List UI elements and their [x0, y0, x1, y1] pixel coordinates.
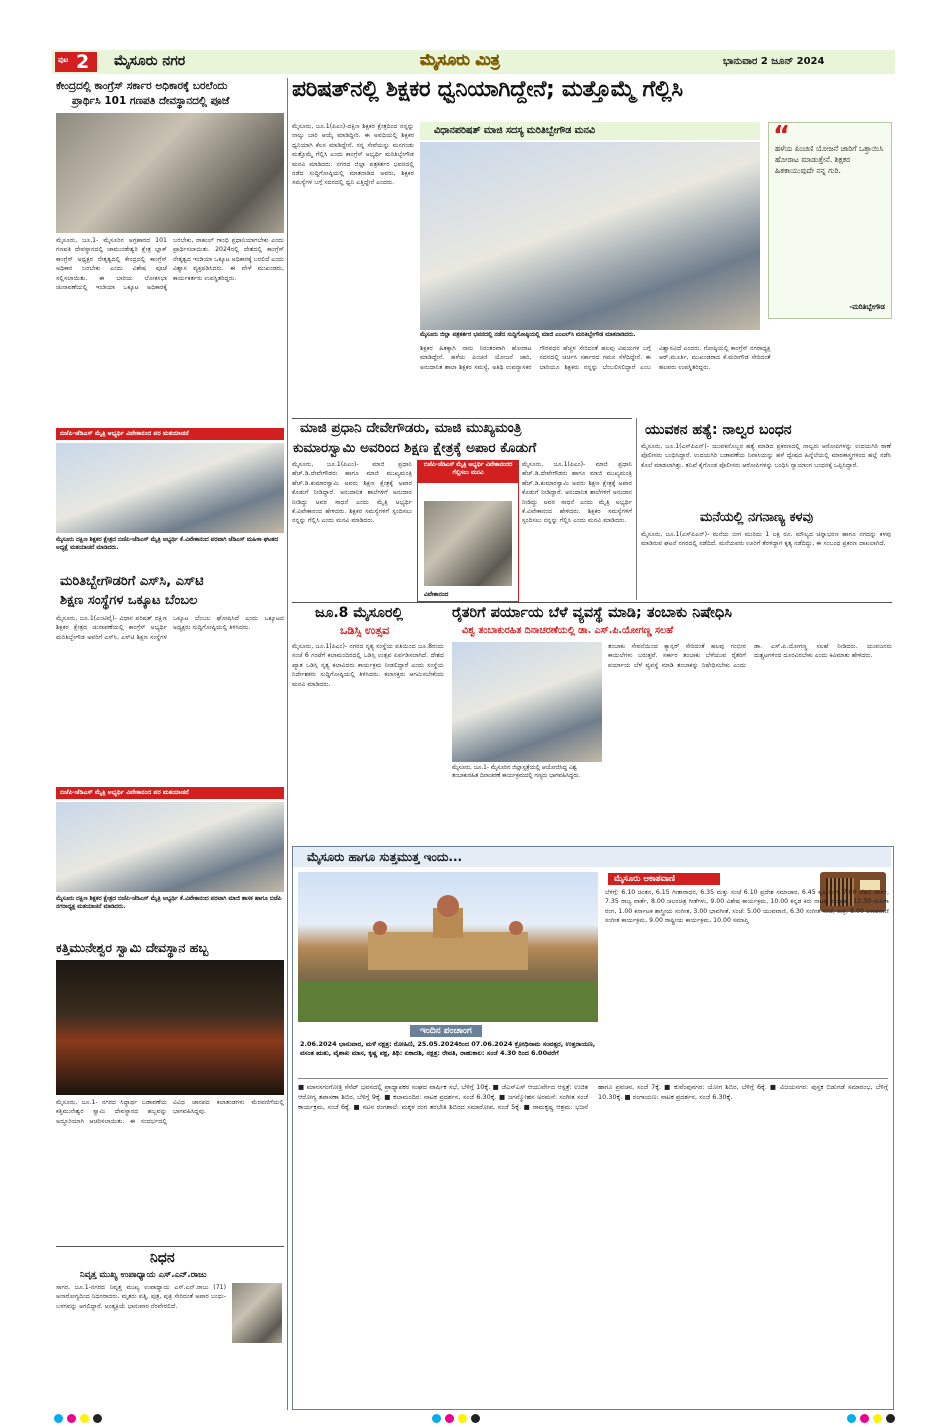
lead-subhead-band: [420, 122, 760, 140]
page-number: 2: [76, 51, 90, 73]
story2-banner: ಬಿಜೆಪಿ-ಜೆಡಿಎಸ್ ಮೈತ್ರಿ ಅಭ್ಯರ್ಥಿ ವಿವೇಕಾನಂದ ಪರ ಮತಯಾಚನೆ: [56, 428, 284, 440]
row-divider: [292, 418, 632, 419]
obituary-body: ಸಾಗರ, ಜೂ.1-ನಗರದ ನಿವೃತ್ತ ಮುಖ್ಯ ಉಪಾಧ್ಯಾಯ ಎಸ್.ಎನ್.ರಾಜು (71) ಅನಾರೋಗ್ಯದಿಂದ ನಿಧನರಾದರು. ಮೃತರು ಪತ್ನಿ, ಪುತ್ರ, ಪುತ್ರಿ ಸೇರಿದಂತೆ ಅಪಾರ ಬಂಧು-ಬಳಗವನ್ನು ಅಗಲಿದ್ದಾರೆ. ಅಂತ್ಯಕ್ರಿಯೆ ಭಾನುವಾರ ನೆರವೇರಲಿದೆ.: [56, 1284, 226, 1310]
story6-headline-line2: ಕುಮಾರಸ್ವಾಮಿ ಅವರಿಂದ ಶಿಕ್ಷಣ ಕ್ಷೇತ್ರಕ್ಕೆ ಅಪಾರ ಕೊಡುಗೆ: [293, 440, 537, 456]
story2-photo: [56, 443, 284, 533]
mysore-palace-photo: [298, 872, 598, 1022]
cyan-dot: [847, 1414, 856, 1423]
story10-subhead: ವಿಶ್ವ ತಂಬಾಕುರಹಿತ ದಿನಾಚರಣೆಯಲ್ಲಿ ಡಾ. ಎಸ್.ಪಿ.ಯೋಗಣ್ಣ ಸಲಹೆ: [462, 625, 674, 636]
story5-headline: ಕತ್ತಿಮುನೇಶ್ವರ ಸ್ವಾಮಿ ದೇವಸ್ಥಾನ ಹಬ್ಬ: [56, 940, 209, 955]
page-label: ಪುಟ: [58, 56, 69, 64]
events-divider: [298, 1078, 888, 1079]
obituary-title: ನಿವೃತ್ತ ಮುಖ್ಯ ಉಪಾಧ್ಯಾಯ ಎಸ್.ಎನ್.ರಾಜು: [80, 1270, 207, 1280]
story1-photo: [56, 113, 284, 233]
lead-photo: [420, 142, 760, 330]
story6-box: [417, 460, 519, 602]
radio-text: ಬೆಳಿಗ್ಗೆ: 6.10 ಚಿಂತನ, 6.15 ಗೀತಾರಾಧನ, 6.35 ಮತ್ತು ಸಂಜೆ 6.10 ಪ್ರದೇಶ ಸಮಾಚಾರ, 6.45 ಕೃಷಿ ರಂಗ, 7.00 ದೆಹಲಿ ವಾರ್ತೆ, 7.35 ರಾಜ್ಯ ವಾರ್ತೆ, 8.00 ಚಲನಚಿತ್ರ ಗೀತೆಗಳು, 9.00 ವಿಶೇಷ ಕಾರ್ಯಕ್ರಮ, 10.00 ಕನ್ನಡ ಕಿರು ನಾಟಕ, ಮಧ್ಯಾಹ್ನ: 12.30 ಮಹಿಳಾ ರಂಗ, 1.00 ಕರ್ನಾಟಕ ಶಾಸ್ತ್ರೀಯ ಸಂಗೀತ, 3.00 ಭಾವಗೀತೆ, ಸಂಜೆ: 5.00 ಯುವವಾಣಿ, 6.30 ಸಂಗೀತ ಸಂಜೆ, ರಾತ್ರಿ: 8.00 ಆಕಾಶವಾಣಿ ಸಂಗೀತ ಕಾರ್ಯಕ್ರಮ, 9.00 ರಾಷ್ಟ್ರೀಯ ಕಾರ್ಯಕ್ರಮ, 10.00 ಸಮಾಪ್ತಿ: [605, 889, 889, 925]
panchanga-text: 2.06.2024 ಭಾನುವಾರ, ಮಳೆ ನಕ್ಷತ್ರ: ರೋಹಿಣಿ, 25.05.2024ರಿಂದ 07.06.2024 ಕ್ರೋಧಿನಾಮ ಸಂವತ್ಸರ, ಉತ್ತರಾಯಣ, ವಸಂತ ಋತು, ವೈಶಾಖ ಮಾಸ, ಕೃಷ್ಣ ಪಕ್ಷ, ತಿಥಿ: ಏಕಾದಶಿ, ನಕ್ಷತ್ರ: ರೇವತಿ, ರಾಹುಕಾಲ: ಸಂಜೆ 4.30 ರಿಂದ 6.00ವರೆಗೆ: [300, 1040, 596, 1057]
yellow-dot: [80, 1414, 89, 1423]
section-title: ಮೈಸೂರು ನಗರ: [114, 53, 186, 69]
story5-photo: [56, 960, 284, 1095]
row-divider-2: [292, 602, 892, 603]
column-rule-right: [636, 418, 637, 600]
story10-photo: [452, 642, 602, 762]
story7-headline: ಯುವಕನ ಹತ್ಯೆ: ನಾಲ್ವರ ಬಂಧನ: [645, 422, 792, 438]
cyan-dot: [432, 1414, 441, 1423]
black-dot: [471, 1414, 480, 1423]
magenta-dot: [860, 1414, 869, 1423]
today-title: ಮೈಸೂರು ಹಾಗೂ ಸುತ್ತಮುತ್ತ ಇಂದು...: [307, 850, 463, 864]
story9-body: ಮೈಸೂರು, ಜೂ.1(ಪಿಎಂ)- ನಗರದ ನೃತ್ಯ ಸಂಸ್ಥೆಯ ವತಿಯಿಂದ ಜೂ.8ರಂದು ಸಂಜೆ 6 ಗಂಟೆಗೆ ಕಲಾಮಂದಿರದಲ್ಲಿ ಒಡಿಸ್ಸಿ ಉತ್ಸವ ಏರ್ಪಡಿಸಲಾಗಿದೆ. ದೇಶದ ಖ್ಯಾತ ಒಡಿಸ್ಸಿ ನೃತ್ಯ ಕಲಾವಿದರು ಕಾರ್ಯಕ್ರಮ ನೀಡಲಿದ್ದಾರೆ ಎಂದು ಸಂಸ್ಥೆಯ ನಿರ್ದೇಶಕರು ಸುದ್ದಿಗೋಷ್ಠಿಯಲ್ಲಿ ತಿಳಿಸಿದರು. ಕಲಾಸಕ್ತರು ಆಗಮಿಸಬೇಕೆಂದು ಮನವಿ ಮಾಡಿದರು.: [292, 643, 444, 688]
lead-quote-author: -ಮರಿತಿಬ್ಬೇಗೌಡ: [849, 303, 885, 311]
palace-silhouette-icon: [298, 872, 598, 1022]
story1-headline-line1: ಕೇಂದ್ರದಲ್ಲಿ ಕಾಂಗ್ರೆಸ್ ಸರ್ಕಾರ ಅಧಿಕಾರಕ್ಕೆ ಬರಲೆಂದು: [56, 80, 228, 92]
story6-box-title: ಬಿಜೆಪಿ-ಜೆಡಿಎಸ್ ಮೈತ್ರಿ ಅಭ್ಯರ್ಥಿ ವಿವೇಕಾನಂದರ ಗೆಲ್ಲಿಸಲು ಮನವಿ: [418, 461, 518, 483]
story5-body: ಮೈಸೂರು, ಜೂ.1- ನಗರದ ಸಿದ್ದಾರ್ಥ ಬಡಾವಣೆಯ ಕತ್ತಿಮುನೇಶ್ವರ ಸ್ವಾಮಿ ದೇವಸ್ಥಾನದ ಹಬ್ಬವನ್ನು ಅದ್ಧೂರಿಯಾಗಿ ಆಚರಿಸಲಾಯಿತು. ಈ ಸಂದರ್ಭದಲ್ಲಿ ವಿವಿಧ ಜಾನಪದ ಕಲಾತಂಡಗಳು ಮೆರವಣಿಗೆಯಲ್ಲಿ ಭಾಗವಹಿಸಿದ್ದವು.: [56, 1099, 284, 1125]
lead-body-left: ಮೈಸೂರು, ಜೂ.1(ಪಿಎಂ)-ದಕ್ಷಿಣ ಶಿಕ್ಷಕರ ಕ್ಷೇತ್ರದಿಂದ ನನ್ನನ್ನು ನಾಲ್ಕು ಬಾರಿ ಆಯ್ಕೆ ಮಾಡಿದ್ದೀರಿ. ಈ ಅವಧಿಯಲ್ಲಿ ಶಿಕ್ಷಕರ ಧ್ವನಿಯಾಗಿ ಕೆಲಸ ಮಾಡಿದ್ದೇನೆ. ನನ್ನ ಸೇವೆಯನ್ನು ಮನಗಂಡು ಮತ್ತೊಮ್ಮೆ ಗೆಲ್ಲಿಸಿ ಎಂದು ಕಾಂಗ್ರೆಸ್ ಅಭ್ಯರ್ಥಿ ಮರಿತಿಬ್ಬೇಗೌಡ ಮನವಿ ಮಾಡಿದರು. ನಗರದ ಜಿಲ್ಲಾ ಪತ್ರಕರ್ತರ ಭವನದಲ್ಲಿ ನಡೆದ ಸುದ್ದಿಗೋಷ್ಠಿಯಲ್ಲಿ ಮಾತನಾಡಿದ ಅವರು, ಶಿಕ್ಷಕರ ಸಮಸ್ಯೆಗಳ ಬಗ್ಗೆ ಸದನದಲ್ಲಿ ಧ್ವನಿ ಎತ್ತಿದ್ದೇನೆ ಎಂದರು.: [292, 123, 414, 187]
column-rule: [287, 78, 288, 1410]
story10-photo-caption: ಮೈಸೂರು, ಜೂ.1- ಮೈಸೂರಿನ ಜಿಲ್ಲಾಸ್ಪತ್ರೆಯಲ್ಲಿ ಆಯೋಜಿಸಿದ್ದ ವಿಶ್ವ ತಂಬಾಕುರಹಿತ ದಿನಾಚರಣೆ ಕಾರ್ಯಕ್ರಮದಲ್ಲಿ ಗಣ್ಯರು ಭಾಗವಹಿಸಿದ್ದರು.: [452, 765, 581, 779]
black-dot: [93, 1414, 102, 1423]
black-dot: [886, 1414, 895, 1423]
registration-marks-right: [845, 1408, 897, 1427]
panchanga-title: ಇಂದಿನ ಪಂಚಾಂಗ: [410, 1025, 482, 1037]
masthead: ಮೈಸೂರು ಮಿತ್ರ: [420, 50, 500, 69]
story6-body: ಮೈಸೂರು, ಜೂ.1(ಪಿಎಂ)- ಮಾಜಿ ಪ್ರಧಾನಿ ಹೆಚ್.ಡಿ.ದೇವೇಗೌಡರು ಹಾಗೂ ಮಾಜಿ ಮುಖ್ಯಮಂತ್ರಿ ಹೆಚ್.ಡಿ.ಕುಮಾರಸ್ವಾಮಿ ಅವರು ಶಿಕ್ಷಣ ಕ್ಷೇತ್ರಕ್ಕೆ ಅಪಾರ ಕೊಡುಗೆ ನೀಡಿದ್ದಾರೆ. ಅನುದಾನಿತ ಶಾಲೆಗಳಿಗೆ ಅನುದಾನ ನೀಡಿದ್ದು ಅವರ ಸಾಧನೆ ಎಂದು ಮೈತ್ರಿ ಅಭ್ಯರ್ಥಿ ಕೆ.ವಿವೇಕಾನಂದ ಹೇಳಿದರು. ಶಿಕ್ಷಕರ ಸಮಸ್ಯೆಗಳಿಗೆ ಸ್ಪಂದಿಸಲು ನನ್ನನ್ನು ಗೆಲ್ಲಿಸಿ ಎಂದು ಮನವಿ ಮಾಡಿದರು.: [292, 461, 412, 525]
registration-marks-center: [430, 1408, 482, 1427]
yellow-dot: [458, 1414, 467, 1423]
issue-date: ಭಾನುವಾರ 2 ಜೂನ್ 2024: [723, 56, 825, 67]
story6-photo-caption: ವಿವೇಕಾನಂದ: [424, 591, 449, 598]
registration-marks-left: [52, 1408, 104, 1427]
radio-title: ಮೈಸೂರು ಆಕಾಶವಾಣಿ: [608, 873, 720, 885]
obituary-divider: [56, 1246, 284, 1247]
magenta-dot: [445, 1414, 454, 1423]
story4-photo: [56, 802, 284, 892]
lead-quote-box: [768, 122, 892, 319]
story3-body: ಮೈಸೂರು, ಜೂ.1(ಎಂಟಿವೈ)- ವಿಧಾನ ಪರಿಷತ್ ದಕ್ಷಿಣ ಶಿಕ್ಷಕರ ಕ್ಷೇತ್ರದ ಚುನಾವಣೆಯಲ್ಲಿ ಕಾಂಗ್ರೆಸ್ ಅಭ್ಯರ್ಥಿ ಮರಿತಿಬ್ಬೇಗೌಡ ಅವರಿಗೆ ಎಸ್‌ಸಿ, ಎಸ್‌ಟಿ ಶಿಕ್ಷಣ ಸಂಸ್ಥೆಗಳ ಒಕ್ಕೂಟ ಬೆಂಬಲ ಘೋಷಿಸಿದೆ ಎಂದು ಒಕ್ಕೂಟದ ಅಧ್ಯಕ್ಷರು ಸುದ್ದಿಗೋಷ್ಠಿಯಲ್ಲಿ ತಿಳಿಸಿದರು.: [56, 615, 284, 641]
story10-headline: ರೈತರಿಗೆ ಪರ್ಯಾಯ ಬೆಳೆ ವ್ಯವಸ್ಥೆ ಮಾಡಿ; ತಂಬಾಕು ನಿಷೇಧಿಸಿ: [452, 605, 732, 621]
story4-banner: ಬಿಜೆಪಿ-ಜೆಡಿಎಸ್ ಮೈತ್ರಿ ಅಭ್ಯರ್ಥಿ ವಿವೇಕಾನಂದ ಪರ ಮತಯಾಚನೆ: [56, 787, 284, 799]
obituary-photo: [232, 1283, 282, 1343]
lead-photo-caption: ಮೈಸೂರು ಜಿಲ್ಲಾ ಪತ್ರಕರ್ತರ ಭವನದಲ್ಲಿ ನಡೆದ ಸುದ್ದಿಗೋಷ್ಠಿಯಲ್ಲಿ ಮಾಜಿ ಎಂಎಲ್‌ಸಿ ಮರಿತಿಬ್ಬೇಗೌಡ ಮಾತನಾಡಿದರು.: [420, 332, 636, 338]
story8-body: ಮೈಸೂರು, ಜೂ.1(ಎಸ್‌ಪಿಎನ್)- ಮನೆಯ ಬೀಗ ಮುರಿದು 1 ಲಕ್ಷ ರೂ. ಮೌಲ್ಯದ ಚಿನ್ನಾಭರಣ ಹಾಗೂ ನಗದನ್ನು ಕಳವು ಮಾಡಿರುವ ಘಟನೆ ನಗರದಲ್ಲಿ ನಡೆದಿದೆ. ಮನೆಯವರು ಊರಿಗೆ ತೆರಳಿದ್ದಾಗ ಕೃತ್ಯ ನಡೆದಿದ್ದು, ಈ ಸಂಬಂಧ ಪ್ರಕರಣ ದಾಖಲಾಗಿದೆ.: [641, 531, 891, 548]
story2-caption: ಮೈಸೂರು ದಕ್ಷಿಣ ಶಿಕ್ಷಕರ ಕ್ಷೇತ್ರದ ಬಿಜೆಪಿ-ಜೆಡಿಎಸ್ ಮೈತ್ರಿ ಅಭ್ಯರ್ಥಿ ಕೆ.ವಿವೇಕಾನಂದ ಪರವಾಗಿ ಜೆಡಿಎಸ್ ಮಹಿಳಾ ಘಟಕದ ಅಧ್ಯಕ್ಷೆ ಮತಯಾಚನೆ ಮಾಡಿದರು.: [56, 537, 279, 551]
lead-headline: ಪರಿಷತ್‌ನಲ್ಲಿ ಶಿಕ್ಷಕರ ಧ್ವನಿಯಾಗಿದ್ದೇನೆ; ಮತ್ತೊಮ್ಮೆ ಗೆಲ್ಲಿಸಿ: [292, 77, 683, 102]
yellow-dot: [873, 1414, 882, 1423]
story7-body: ಮೈಸೂರು, ಜೂ.1(ಎಸ್‌ಪಿಎನ್)- ಯುವಕನೊಬ್ಬನ ಹತ್ಯೆ ಮಾಡಿದ ಪ್ರಕರಣದಲ್ಲಿ ನಾಲ್ವರು ಆರೋಪಿಗಳನ್ನು ಉದಯಗಿರಿ ಠಾಣೆ ಪೊಲೀಸರು ಬಂಧಿಸಿದ್ದಾರೆ. ಉದಯಗಿರಿ ಬಡಾವಣೆಯ ನಿವಾಸಿಯನ್ನು ಹಳೆ ದ್ವೇಷದ ಹಿನ್ನೆಲೆಯಲ್ಲಿ ಮಾರಕಾಸ್ತ್ರಗಳಿಂದ ಹಲ್ಲೆ ನಡೆಸಿ ಕೊಲೆ ಮಾಡಲಾಗಿತ್ತು. ತನಿಖೆ ಕೈಗೊಂಡ ಪೊಲೀಸರು ಆರೋಪಿಗಳನ್ನು ಬಂಧಿಸಿ ನ್ಯಾಯಾಂಗ ಬಂಧನಕ್ಕೆ ಒಪ್ಪಿಸಿದ್ದಾರೆ.: [641, 443, 891, 469]
story8-headline: ಮನೆಯಲ್ಲಿ ನಗನಾಣ್ಯ ಕಳವು: [700, 510, 814, 525]
events-text: ■ ಮಾನಸಗಂಗೋತ್ರಿ ಸೆನೆಟ್ ಭವನದಲ್ಲಿ ಪ್ರಾಧ್ಯಾಪಕರ ಸಂಘದ ವಾರ್ಷಿಕ ಸಭೆ, ಬೆಳಿಗ್ಗೆ 10ಕ್ಕೆ. ■ ಜೆಎಸ್‌ಎಸ್ ಆಯುರ್ವೇದ ಆಸ್ಪತ್ರೆ: ಉಚಿತ ಆರೋಗ್ಯ ತಪಾಸಣಾ ಶಿಬಿರ, ಬೆಳಿಗ್ಗೆ 9ಕ್ಕೆ. ■ ಕಲಾಮಂದಿರ: ನಾಟಕ ಪ್ರದರ್ಶನ, ಸಂಜೆ 6.30ಕ್ಕೆ. ■ ಜಗನ್ಮೋಹನ ಅರಮನೆ: ಸಂಗೀತ ಸಂಜೆ ಕಾರ್ಯಕ್ರಮ, ಸಂಜೆ 6ಕ್ಕೆ. ■ ನಟನ ರಂಗಶಾಲೆ: ಮಕ್ಕಳ ರಂಗ ತರಬೇತಿ ಶಿಬಿರದ ಸಮಾರೋಪ, ಸಂಜೆ 5ಕ್ಕೆ. ■ ರಾಮಕೃಷ್ಣ ಆಶ್ರಮ: ಭಜನೆ ಹಾಗೂ ಪ್ರವಚನ, ಸಂಜೆ 7ಕ್ಕೆ. ■ ಕುವೆಂಪುನಗರ: ಯೋಗ ಶಿಬಿರ, ಬೆಳಿಗ್ಗೆ 6ಕ್ಕೆ. ■ ವಿಜಯನಗರ: ಪುಸ್ತಕ ಬಿಡುಗಡೆ ಸಮಾರಂಭ, ಬೆಳಿಗ್ಗೆ 10.30ಕ್ಕೆ. ■ ರಂಗಾಯಣ: ನಾಟಕ ಪ್ರದರ್ಶನ, ಸಂಜೆ 6.30ಕ್ಕೆ.: [298, 1083, 888, 1111]
story1-body: ಮೈಸೂರು, ಜೂ.1- ಮೈಸೂರಿನ ಅಗ್ರಹಾರದ 101 ಗಣಪತಿ ದೇವಸ್ಥಾನದಲ್ಲಿ ಚಾಮುಂಡೇಶ್ವರಿ ಕ್ಷೇತ್ರ ಬ್ಲಾಕ್ ಕಾಂಗ್ರೆಸ್ ಅಧ್ಯಕ್ಷರ ನೇತೃತ್ವದಲ್ಲಿ ಕೇಂದ್ರದಲ್ಲಿ ಕಾಂಗ್ರೆಸ್ ಅಧಿಕಾರ ಬರಬೇಕು ಎಂದು ವಿಶೇಷ ಪೂಜೆ ಸಲ್ಲಿಸಲಾಯಿತು. ಈ ಬಾರಿಯ ಲೋಕಸಭಾ ಚುನಾವಣೆಯಲ್ಲಿ ಇಂಡಿಯಾ ಒಕ್ಕೂಟ ಅಧಿಕಾರಕ್ಕೆ ಬರಬೇಕು, ರಾಹುಲ್ ಗಾಂಧಿ ಪ್ರಧಾನಿಯಾಗಬೇಕು ಎಂದು ಪ್ರಾರ್ಥಿಸಲಾಯಿತು. 2024ರಲ್ಲಿ ದೇಶದಲ್ಲಿ ಕಾಂಗ್ರೆಸ್ ನೇತೃತ್ವದ ಇಂಡಿಯಾ ಒಕ್ಕೂಟ ಅಧಿಕಾರಕ್ಕೆ ಬರಲಿದೆ ಎಂದು ವಿಶ್ವಾಸ ವ್ಯಕ್ತಪಡಿಸಿದರು. ಈ ವೇಳೆ ಮುಖಂಡರು, ಕಾರ್ಯಕರ್ತರು ಉಪಸ್ಥಿತರಿದ್ದರು.: [56, 237, 284, 292]
today-title-band: [293, 847, 891, 867]
story6-headline-line1: ಮಾಜಿ ಪ್ರಧಾನಿ ದೇವೇಗೌಡರು, ಮಾಜಿ ಮುಖ್ಯಮಂತ್ರಿ: [300, 420, 522, 436]
page-number-badge: [55, 52, 97, 72]
story1-headline-line2: ಪ್ರಾರ್ಥಿಸಿ 101 ಗಣಪತಿ ದೇವಸ್ಥಾನದಲ್ಲಿ ಪೂಜೆ: [72, 95, 230, 107]
quote-mark-icon: “: [773, 121, 791, 151]
story9-subhead: ಒಡಿಸ್ಸಿ ಉತ್ಸವ: [340, 624, 390, 637]
cyan-dot: [54, 1414, 63, 1423]
lead-quote: ಹಳೆಯ ಪಿಂಚಣಿ ಯೋಜನೆ ಜಾರಿಗೆ ಒತ್ತಾಯಿಸಿ ಹೋರಾಟ ಮಾಡುತ್ತೇನೆ. ಶಿಕ್ಷಕರ ಹಿತಕಾಯುವುದೇ ನನ್ನ ಗುರಿ.: [775, 144, 884, 175]
obituary-heading: ನಿಧನ: [150, 1250, 175, 1266]
story9-headline: ಜೂ.8 ಮೈಸೂರಲ್ಲಿ: [315, 605, 403, 621]
story3-headline-line1: ಮರಿತಿಬ್ಬೇಗೌಡರಿಗೆ ಎಸ್‌ಸಿ, ಎಸ್‌ಟಿ: [60, 574, 204, 589]
story3-headline-line2: ಶಿಕ್ಷಣ ಸಂಸ್ಥೆಗಳ ಒಕ್ಕೂಟ ಬೆಂಬಲ: [60, 593, 198, 608]
lead-body-cols: ಶಿಕ್ಷಕರ ಹಿತಕ್ಕಾಗಿ ನಾನು ನಿರಂತರವಾಗಿ ಹೋರಾಟ ಮಾಡಿದ್ದೇನೆ. ಹಳೆಯ ಪಿಂಚಣಿ ಯೋಜನೆ ಜಾರಿ, ಅನುದಾನಿತ ಶಾಲಾ ಶಿಕ್ಷಕರ ಸಮಸ್ಯೆ, ಅತಿಥಿ ಉಪನ್ಯಾಸಕರ ಗೌರವಧನ ಹೆಚ್ಚಳ ಸೇರಿದಂತೆ ಹಲವು ವಿಷಯಗಳ ಬಗ್ಗೆ ಸದನದಲ್ಲಿ ಚರ್ಚಿಸಿ ಸರ್ಕಾರದ ಗಮನ ಸೆಳೆದಿದ್ದೇನೆ. ಈ ಬಾರಿಯೂ ಶಿಕ್ಷಕರು ನನ್ನನ್ನು ಬೆಂಬಲಿಸಲಿದ್ದಾರೆ ಎಂಬ ವಿಶ್ವಾಸವಿದೆ ಎಂದರು. ಗೋಷ್ಠಿಯಲ್ಲಿ ಕಾಂಗ್ರೆಸ್ ನಗರಾಧ್ಯಕ್ಷ ಆರ್.ಮೂರ್ತಿ, ಮುಖಂಡರಾದ ಕೆ.ಮರೀಗೌಡ ಸೇರಿದಂತೆ ಹಲವರು ಉಪಸ್ಥಿತರಿದ್ದರು.: [420, 345, 771, 371]
lead-subhead: ವಿಧಾನಪರಿಷತ್ ಮಾಜಿ ಸದಸ್ಯ ಮರಿತಿಬ್ಬೇಗೌಡ ಮನವಿ: [434, 125, 596, 136]
story4-caption: ಮೈಸೂರು ದಕ್ಷಿಣ ಶಿಕ್ಷಕರ ಕ್ಷೇತ್ರದ ಬಿಜೆಪಿ-ಜೆಡಿಎಸ್ ಮೈತ್ರಿ ಅಭ್ಯರ್ಥಿ ಕೆ.ವಿವೇಕಾನಂದ ಪರವಾಗಿ ಮಾಜಿ ಶಾಸಕ ಹಾಗೂ ಬಿಜೆಪಿ ನಗರಾಧ್ಯಕ್ಷ ಮತಯಾಚನೆ ಮಾಡಿದರು.: [56, 896, 282, 910]
story6-body-right: ಮೈಸೂರು, ಜೂ.1(ಪಿಎಂ)- ಮಾಜಿ ಪ್ರಧಾನಿ ಹೆಚ್.ಡಿ.ದೇವೇಗೌಡರು ಹಾಗೂ ಮಾಜಿ ಮುಖ್ಯಮಂತ್ರಿ ಹೆಚ್.ಡಿ.ಕುಮಾರಸ್ವಾಮಿ ಅವರು ಶಿಕ್ಷಣ ಕ್ಷೇತ್ರಕ್ಕೆ ಅಪಾರ ಕೊಡುಗೆ ನೀಡಿದ್ದಾರೆ. ಅನುದಾನಿತ ಶಾಲೆಗಳಿಗೆ ಅನುದಾನ ನೀಡಿದ್ದು ಅವರ ಸಾಧನೆ ಎಂದು ಮೈತ್ರಿ ಅಭ್ಯರ್ಥಿ ಕೆ.ವಿವೇಕಾನಂದ ಹೇಳಿದರು. ಶಿಕ್ಷಕರ ಸಮಸ್ಯೆಗಳಿಗೆ ಸ್ಪಂದಿಸಲು ನನ್ನನ್ನು ಗೆಲ್ಲಿಸಿ ಎಂದು ಮನವಿ ಮಾಡಿದರು.: [522, 461, 632, 525]
magenta-dot: [67, 1414, 76, 1423]
story6-portrait: [424, 501, 512, 586]
story10-body: ತಂಬಾಕು ಸೇವನೆಯಿಂದ ಕ್ಯಾನ್ಸರ್ ಸೇರಿದಂತೆ ಹಲವು ಗಂಭೀರ ಕಾಯಿಲೆಗಳು ಬರುತ್ತವೆ. ಸರ್ಕಾರ ತಂಬಾಕು ಬೆಳೆಯುವ ರೈತರಿಗೆ ಪರ್ಯಾಯ ಬೆಳೆ ವ್ಯವಸ್ಥೆ ಮಾಡಿ ತಂಬಾಕನ್ನು ನಿಷೇಧಿಸಬೇಕು ಎಂದು ಡಾ. ಎಸ್.ಪಿ.ಯೋಗಣ್ಣ ಸಲಹೆ ನೀಡಿದರು. ಯುವಜನರು ದುಶ್ಚಟಗಳಿಂದ ದೂರವಿರಬೇಕು ಎಂದು ಕಿವಿಮಾತು ಹೇಳಿದರು.: [608, 643, 892, 669]
